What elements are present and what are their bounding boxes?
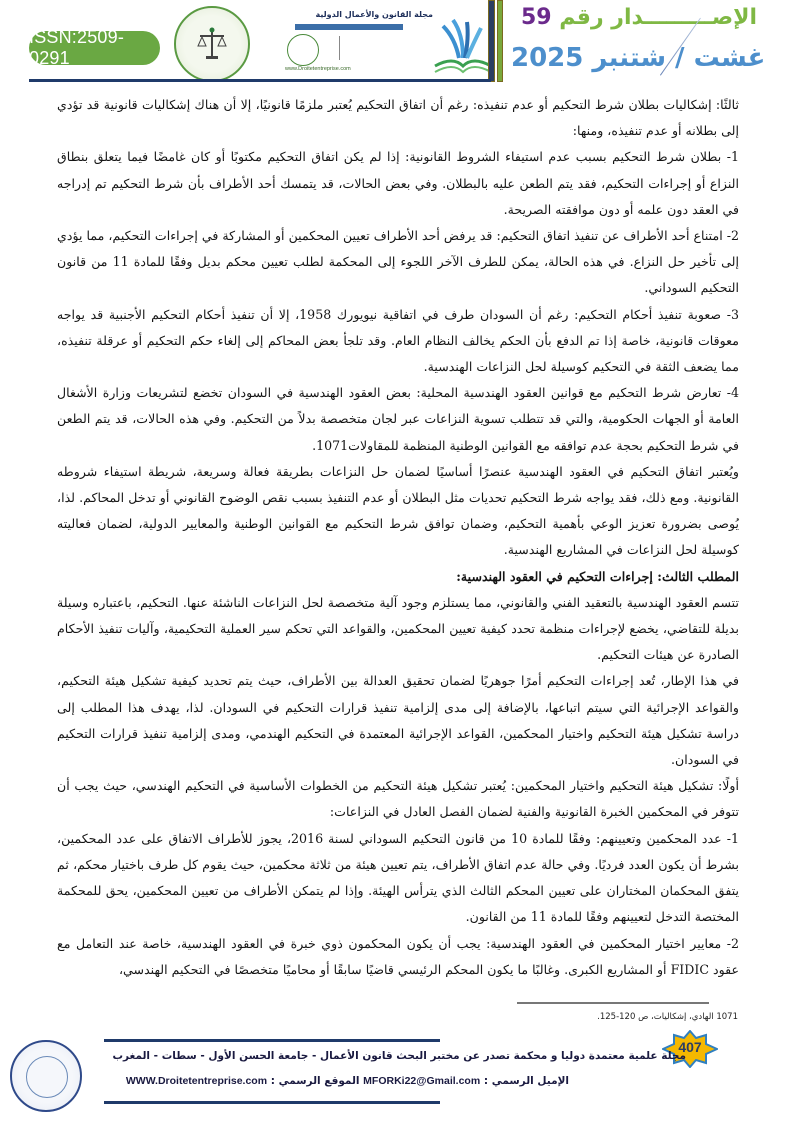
- editor-seal: [10, 1040, 82, 1112]
- journal-band: [295, 24, 403, 30]
- paragraph: 3- صعوبة تنفيذ أحكام التحكيم: رغم أن السودان طرف في اتفاقية نيويورك 1958، إلا أن تنفيذ أحكام التحكيم الأجنبية قد يواجه معوقات قانونية، خاصة إذا تم الدفع بأن الحكم يخالف النظام العام. وقد تلجأ بعض المحاكم إلى إلغاء حكم التحكيم أو عرقلة تنفيذه، مما يضعف الثقة في التحكيم كوسيلة لحل النزاعات الهندسية.: [57, 306, 739, 375]
- paragraph: أولًا: تشكيل هيئة التحكيم واختيار المحكمين: يُعتبر تشكيل هيئة التحكيم من الخطوات الأساسية في التحكيم الهندسي، حيث يجب أن تتوفر في المحكمين الخبرة القانونية والفنية لضمان الفصل العادل في النزاعات:: [57, 778, 739, 820]
- paragraph: تتسم العقود الهندسية بالتعقيد الفني والقانوني، مما يستلزم وجود آلية متخصصة لحل النزاعات الناشئة عنها. التحكيم، باعتباره وسيلة بديلة للتقاضي، يخضع لإجراءات منظمة تحدد كيفية تعيين المحكمين، والقواعد التي تحكم سير العملية التحكيمية، وآليات تنفيذ الأحكام الصادرة عن هيئات التحكيم.: [57, 594, 739, 663]
- seal-inner-icon: [26, 1056, 68, 1098]
- section-heading: المطلب الثالث: إجراءات التحكيم في العقود الهندسية:: [456, 568, 739, 584]
- site-label: الموقع الرسمي :: [270, 1075, 360, 1087]
- scales-of-justice-icon: [192, 24, 232, 64]
- footer-rule-top: [104, 1039, 440, 1042]
- issue-text: الإصـــــــــدار رقم: [559, 5, 758, 30]
- paragraph: ويُعتبر اتفاق التحكيم في العقود الهندسية عنصرًا أساسيًا لضمان حل النزاعات بطريقة فعالة وسريعة، شريطة استيفاء شروطه القانونية. ومع ذلك، فقد يواجه شرط التحكيم تحديات مثل البطلان أو عدم التنفيذ بسبب نقص الوضوح القانوني أو تدخل المحاكم. لذا، يُوصى بضرورة تعزيز الوعي بأهمية التحكيم، وضمان توافق شرط التحكيم مع القوانين الوطنية والمعايير الدولية، لضمان فعاليته كوسيلة لحل النزاعات في المشاريع الهندسية.: [57, 463, 739, 558]
- paragraph: 2- امتناع أحد الأطراف عن تنفيذ اتفاق التحكيم: قد يرفض أحد الأطراف تعيين المحكمين أو المشاركة في إجراءات التحكيم، مما يؤدي إلى تأخير حل النزاع. في هذه الحالة، يمكن للطرف الآخر اللجوء إلى المحكمة لطلب تعيين محكم بديل وفقًا للمادة 11 من قانون التحكيم السوداني.: [57, 228, 739, 296]
- paragraph: 2- معايير اختيار المحكمين في العقود الهندسية: يجب أن يكون المحكمون ذوي خبرة في العقود الهندسية، خاصة عند التعامل مع عقود FIDIC أو المشاريع الكبرى. وغالبًا ما يكون المحكم الرئيسي قاضيًا سابقًا أو محاميًا متخصصًا في التحكيم الهندسي،: [57, 935, 739, 977]
- header-vertical-bar-navy: [488, 0, 495, 82]
- open-book-leaves-icon: [433, 16, 493, 76]
- paragraph: 1- بطلان شرط التحكيم بسبب عدم استيفاء الشروط القانونية: إذا لم يكن اتفاق التحكيم مكتوبًا أو كان غامضًا فيما يتعلق بنطاق النزاع أو إجراءات التحكيم، فقد يتم الطعن عليه بالبطلان. وفي بعض الحالات، قد يتمسك أحد الأطراف بأن شرط التحكيم تم إدراجه في العقد دون علمه أو دون موافقته الصريحة.: [57, 149, 739, 217]
- issue-date: غشت / شتنبر 2025: [511, 43, 766, 73]
- email-label: الإميل الرسمي :: [483, 1075, 569, 1087]
- page-number: 407: [678, 1039, 702, 1055]
- paragraph: في هذا الإطار، تُعد إجراءات التحكيم أمرًا جوهريًا لضمان تحقيق العدالة بين الأطراف، حيث يتم تحديد كيفية تشكيل هيئة التحكيم، والقواعد الإجرائية التي سيتم اتباعها، بالإضافة إلى مدى إلزامية تنفيذ قرارات التحكيم في السودان. لذا، يهدف هذا المطلب إلى دراسة تشكيل هيئة التحكيم واختيار المحكمين، القواعد الإجرائية المعتمدة في التحكيم الهندمي، ومدى إلزامية تنفيذ قرارات التحكيم في السودان.: [57, 673, 739, 768]
- journal-logo: [283, 8, 493, 78]
- footer-contact: [126, 1075, 569, 1087]
- issue-number: 59: [521, 5, 552, 30]
- mini-seal-icon: [287, 34, 319, 66]
- university-logo: [339, 36, 396, 60]
- issn-badge: ISSN:2509-0291: [29, 31, 160, 65]
- issue-label: [521, 5, 757, 30]
- footnote: 1071 الهادي، إشكاليات، ص 120-125.: [597, 1012, 738, 1022]
- header-vertical-bar-green: [497, 0, 503, 82]
- footer-description: مجلة علمية معتمدة دوليا و محكمة تصدر عن مختبر البحث قانون الأعمال - جامعة الحسن الأول - سطات - المغرب: [112, 1050, 686, 1062]
- journal-url: www.Droitetentreprise.com: [285, 66, 351, 72]
- article-body: [57, 92, 739, 983]
- paragraph: 4- تعارض شرط التحكيم مع قوانين العقود الهندسية المحلية: بعض العقود الهندسية في السودان تخضع لتشريعات وزارة الأشغال العامة أو الجهات الحكومية، والتي قد تتطلب تسوية النزاعات عبر لجان متخصصة بدلاً من التحكيم. وفي هذه الحالات، قد يتم الطعن في شرط التحكيم بحجة عدم توافقه مع القوانين الوطنية المنظمة للمقاولات1071.: [57, 385, 739, 453]
- website-link[interactable]: WWW.Droitetentreprise.com: [125, 1075, 268, 1087]
- paragraph: ثالثًا: إشكاليات بطلان شرط التحكيم أو عدم تنفيذه: رغم أن اتفاق التحكيم يُعتبر ملزمًا قانونيًا، إلا أن هناك إشكاليات قانونية قد تؤدي إلى بطلانه أو عدم تنفيذه، ومنها:: [57, 97, 739, 139]
- lab-logo: [174, 6, 250, 82]
- paragraph: 1- عدد المحكمين وتعيينهم: وفقًا للمادة 10 من قانون التحكيم السوداني لسنة 2016، يجوز للأطراف الاتفاق على عدد المحكمين، بشرط أن يكون العدد فرديًا. وفي حالة عدم اتفاق الأطراف، يتم تعيين هيئة من ثلاثة محكمين، حيث يقوم كل طرف باختيار محكم، ثم يتفق المحكمان المختاران على تعيين المحكم الثالث الذي يترأس الهيئة. وإذا لم يتمكن الأطراف من تعيين المحكمين، يحق للمحكمة المختصة التدخل لتعيينهم وفقًا للمادة 11 من القانون.: [57, 830, 739, 925]
- header-rule: [29, 79, 491, 82]
- footnote-rule: [517, 1002, 709, 1004]
- email-address[interactable]: MFORKi22@Gmail.com: [363, 1075, 481, 1087]
- journal-title: مجلة القانون والأعمال الدولية: [315, 10, 433, 19]
- footer-rule-bottom: [104, 1101, 440, 1104]
